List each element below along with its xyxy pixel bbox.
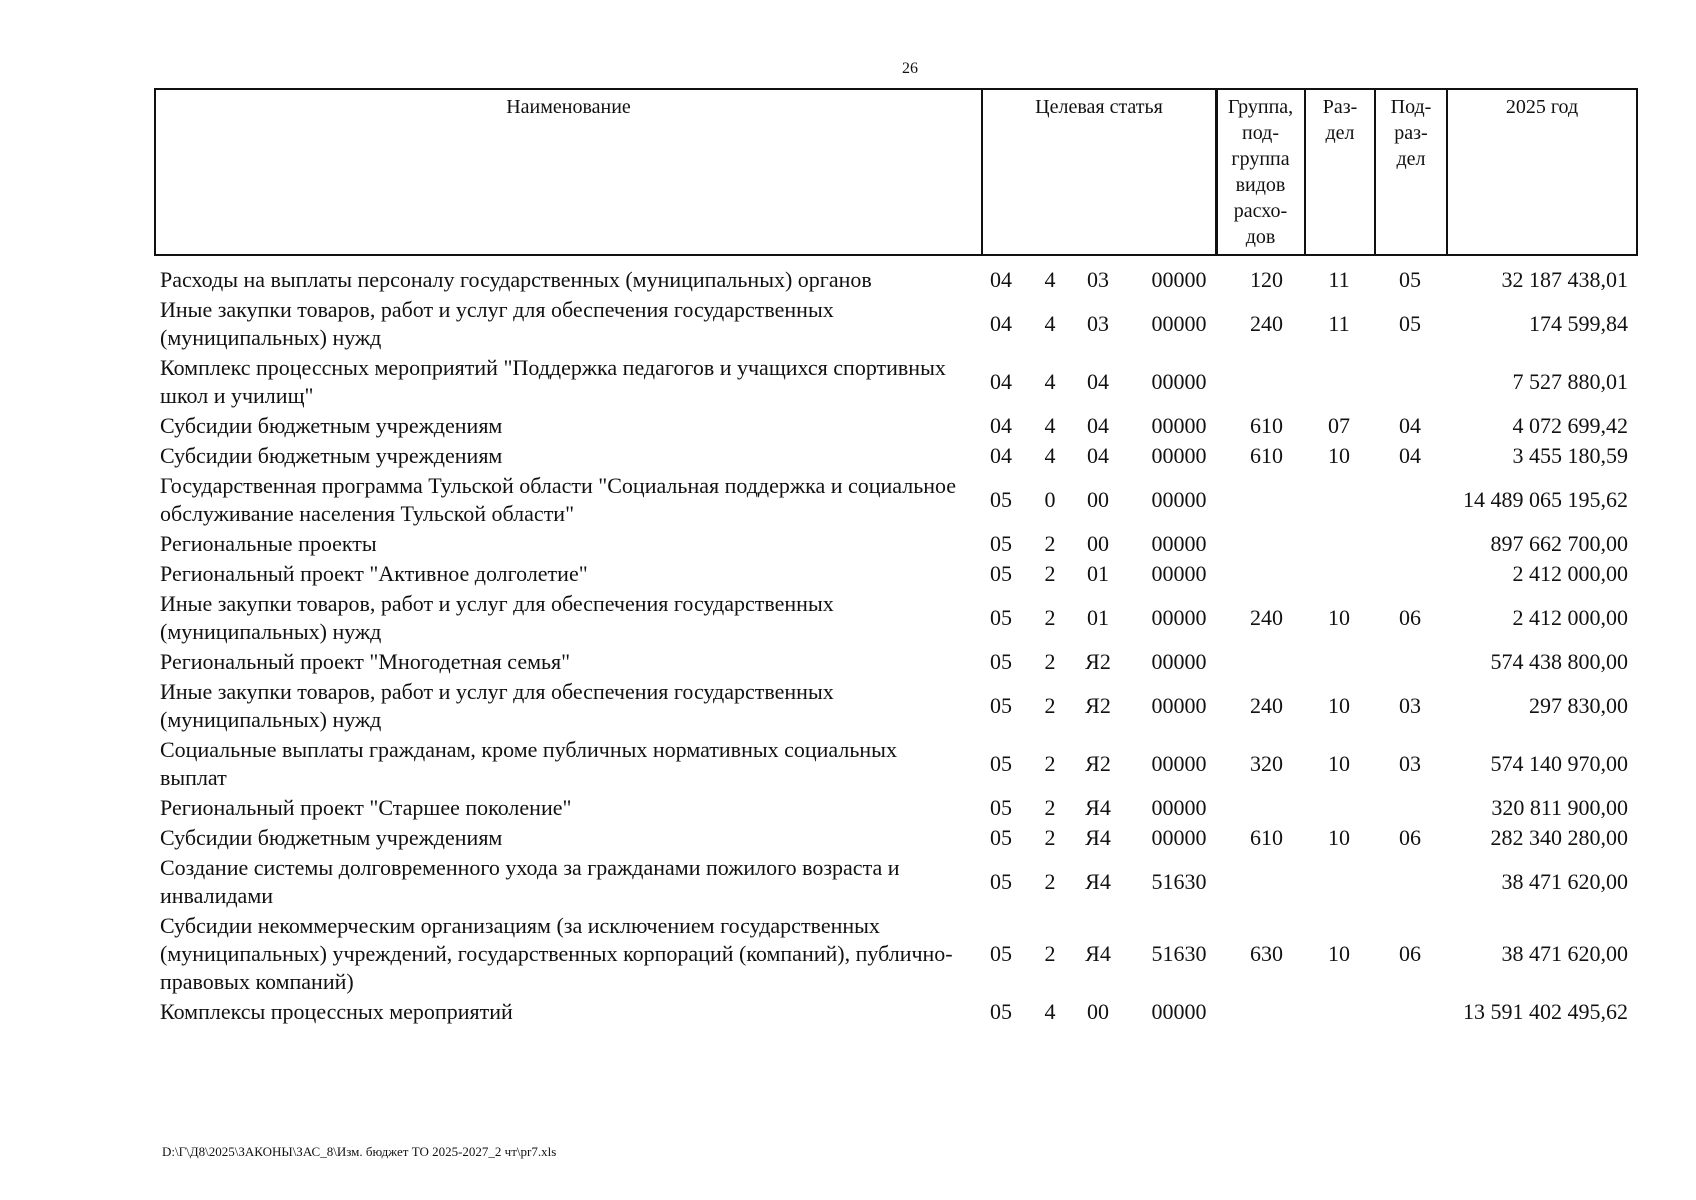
header-group-line: под- <box>1242 122 1279 144</box>
row-subprogram-code: 0 <box>1044 487 1056 512</box>
row-amount: 574 140 970,00 <box>1490 751 1628 776</box>
row-expense-group: 320 <box>1250 751 1283 776</box>
row-program-code: 04 <box>990 443 1012 468</box>
table-row <box>154 472 1638 528</box>
row-razdel: 11 <box>1328 267 1350 292</box>
header-double-rule <box>1217 90 1218 254</box>
row-direction-code: 00000 <box>1151 561 1207 586</box>
row-razdel: 10 <box>1328 605 1350 630</box>
table-row <box>154 266 1638 294</box>
row-expense-group: 610 <box>1250 825 1283 850</box>
row-direction-code: 00000 <box>1151 487 1207 512</box>
row-event-code: Я2 <box>1085 751 1111 776</box>
row-event-code: 03 <box>1087 311 1109 336</box>
table-row <box>154 530 1638 558</box>
row-subprogram-code: 2 <box>1044 825 1056 850</box>
row-subprogram-code: 2 <box>1044 605 1056 630</box>
header-group-line: дов <box>1245 226 1276 248</box>
row-subprogram-code: 2 <box>1044 941 1056 966</box>
row-name: Государственная программа Тульской области "Социальная поддержка и социальное обслуживание населения Тульской области" <box>160 473 957 526</box>
table-row <box>154 296 1638 352</box>
row-subprogram-code: 2 <box>1044 693 1056 718</box>
row-amount: 3 455 180,59 <box>1512 443 1628 468</box>
row-program-code: 05 <box>990 487 1012 512</box>
header-podrazdel-line: дел <box>1396 148 1426 170</box>
table-row <box>154 912 1638 996</box>
row-direction-code: 00000 <box>1151 795 1207 820</box>
row-amount: 38 471 620,00 <box>1501 941 1628 966</box>
table-body <box>154 266 1638 1028</box>
row-program-code: 04 <box>990 413 1012 438</box>
row-event-code: 04 <box>1087 369 1109 394</box>
row-direction-code: 51630 <box>1151 941 1207 966</box>
row-direction-code: 00000 <box>1151 369 1207 394</box>
table-row <box>154 354 1638 410</box>
row-program-code: 05 <box>990 649 1012 674</box>
row-direction-code: 00000 <box>1151 531 1207 556</box>
row-event-code: Я4 <box>1085 941 1111 966</box>
row-event-code: Я2 <box>1085 693 1111 718</box>
row-amount: 38 471 620,00 <box>1501 869 1628 894</box>
header-group-line: Группа, <box>1227 96 1294 118</box>
row-razdel: 11 <box>1328 311 1350 336</box>
row-razdel: 10 <box>1328 751 1350 776</box>
row-event-code: 01 <box>1087 561 1109 586</box>
row-event-code: 00 <box>1087 999 1109 1024</box>
row-subprogram-code: 4 <box>1044 413 1056 438</box>
row-name: Региональный проект "Активное долголетие" <box>160 561 588 586</box>
header-razdel-line: дел <box>1325 122 1355 144</box>
header-group-line: видов <box>1235 174 1286 196</box>
row-event-code: 03 <box>1087 267 1109 292</box>
table-row <box>154 854 1638 910</box>
row-direction-code: 51630 <box>1151 869 1207 894</box>
row-subprogram-code: 2 <box>1044 869 1056 894</box>
row-direction-code: 00000 <box>1151 605 1207 630</box>
table-row <box>154 678 1638 734</box>
row-podrazdel: 03 <box>1399 751 1421 776</box>
row-program-code: 04 <box>990 311 1012 336</box>
table-row <box>154 412 1638 440</box>
row-amount: 32 187 438,01 <box>1501 267 1628 292</box>
row-expense-group: 240 <box>1250 693 1283 718</box>
row-subprogram-code: 4 <box>1044 311 1056 336</box>
row-name: Субсидии некоммерческим организациям (за исключением государственных (муниципальных) учреждений, государственных корпораций (компаний), публично-правовых компаний) <box>160 913 953 994</box>
header-year: 2025 год <box>1446 90 1636 254</box>
row-amount: 320 811 900,00 <box>1491 795 1628 820</box>
row-razdel: 10 <box>1328 941 1350 966</box>
row-podrazdel: 06 <box>1399 825 1421 850</box>
row-program-code: 05 <box>990 561 1012 586</box>
row-name: Иные закупки товаров, работ и услуг для обеспечения государственных (муниципальных) нужд <box>160 679 834 732</box>
row-name: Расходы на выплаты персоналу государственных (муниципальных) органов <box>160 267 872 292</box>
header-group-line: расхо- <box>1233 200 1288 222</box>
row-podrazdel: 05 <box>1399 267 1421 292</box>
header-podrazdel <box>1374 90 1446 254</box>
row-program-code: 05 <box>990 693 1012 718</box>
row-name: Субсидии бюджетным учреждениям <box>160 413 503 438</box>
row-expense-group: 120 <box>1250 267 1283 292</box>
row-direction-code: 00000 <box>1151 443 1207 468</box>
table-row <box>154 648 1638 676</box>
row-program-code: 05 <box>990 795 1012 820</box>
row-amount: 7 527 880,01 <box>1512 369 1628 394</box>
row-amount: 282 340 280,00 <box>1490 825 1628 850</box>
row-podrazdel: 06 <box>1399 605 1421 630</box>
row-event-code: Я4 <box>1085 869 1111 894</box>
row-event-code: 04 <box>1087 413 1109 438</box>
row-direction-code: 00000 <box>1151 825 1207 850</box>
row-event-code: 00 <box>1087 531 1109 556</box>
header-razdel-line: Раз- <box>1322 96 1358 118</box>
header-group-line: группа <box>1231 148 1290 170</box>
table-row <box>154 590 1638 646</box>
row-amount: 297 830,00 <box>1529 693 1628 718</box>
row-podrazdel: 05 <box>1399 311 1421 336</box>
row-podrazdel: 03 <box>1399 693 1421 718</box>
header-podrazdel-line: Под- <box>1390 96 1432 118</box>
row-direction-code: 00000 <box>1151 413 1207 438</box>
row-expense-group: 630 <box>1250 941 1283 966</box>
row-expense-group: 240 <box>1250 311 1283 336</box>
row-event-code: Я4 <box>1085 795 1111 820</box>
header-podrazdel-line: раз- <box>1394 122 1428 144</box>
row-program-code: 04 <box>990 267 1012 292</box>
row-direction-code: 00000 <box>1151 267 1207 292</box>
row-subprogram-code: 2 <box>1044 795 1056 820</box>
table-row <box>154 442 1638 470</box>
header-target-article: Целевая статья <box>981 90 1215 254</box>
row-expense-group: 610 <box>1250 443 1283 468</box>
row-expense-group: 240 <box>1250 605 1283 630</box>
footer-file-path: D:\Г\Д8\2025\ЗАКОНЫ\ЗАС_8\Изм. бюджет ТО 2025-2027_2 чт\pr7.xls <box>162 1144 557 1159</box>
row-amount: 174 599,84 <box>1529 311 1628 336</box>
row-name: Региональный проект "Многодетная семья" <box>160 649 571 674</box>
row-event-code: 00 <box>1087 487 1109 512</box>
row-podrazdel: 04 <box>1399 443 1421 468</box>
row-subprogram-code: 4 <box>1044 267 1056 292</box>
row-razdel: 10 <box>1328 825 1350 850</box>
row-direction-code: 00000 <box>1151 649 1207 674</box>
header-name: Наименование <box>506 96 631 118</box>
row-name: Субсидии бюджетным учреждениям <box>160 825 503 850</box>
table-row <box>154 794 1638 822</box>
header-expense-group <box>1215 90 1304 254</box>
row-subprogram-code: 2 <box>1044 531 1056 556</box>
row-event-code: 04 <box>1087 443 1109 468</box>
row-amount: 897 662 700,00 <box>1490 531 1628 556</box>
row-name: Иные закупки товаров, работ и услуг для обеспечения государственных (муниципальных) нужд <box>160 591 834 644</box>
row-razdel: 10 <box>1328 443 1350 468</box>
row-expense-group: 610 <box>1250 413 1283 438</box>
row-name: Региональный проект "Старшее поколение" <box>160 795 572 820</box>
row-subprogram-code: 2 <box>1044 561 1056 586</box>
row-amount: 2 412 000,00 <box>1512 605 1628 630</box>
row-razdel: 07 <box>1328 413 1350 438</box>
page-number: 26 <box>902 60 918 77</box>
row-event-code: 01 <box>1087 605 1109 630</box>
row-program-code: 04 <box>990 369 1012 394</box>
row-name: Социальные выплаты гражданам, кроме публичных нормативных социальных выплат <box>160 737 897 790</box>
row-program-code: 05 <box>990 999 1012 1024</box>
row-amount: 574 438 800,00 <box>1490 649 1628 674</box>
row-direction-code: 00000 <box>1151 999 1207 1024</box>
row-program-code: 05 <box>990 531 1012 556</box>
row-name: Комплекс процессных мероприятий "Поддержка педагогов и учащихся спортивных школ и училищ" <box>160 355 946 408</box>
row-amount: 14 489 065 195,62 <box>1463 487 1628 512</box>
row-name: Региональные проекты <box>160 531 377 556</box>
row-name: Субсидии бюджетным учреждениям <box>160 443 503 468</box>
table-row <box>154 998 1638 1026</box>
header-razdel <box>1304 90 1374 254</box>
row-subprogram-code: 4 <box>1044 369 1056 394</box>
table-row <box>154 736 1638 792</box>
row-subprogram-code: 4 <box>1044 443 1056 468</box>
row-subprogram-code: 2 <box>1044 751 1056 776</box>
table-header <box>154 88 1638 256</box>
row-program-code: 05 <box>990 825 1012 850</box>
row-amount: 13 591 402 495,62 <box>1463 999 1628 1024</box>
row-subprogram-code: 4 <box>1044 999 1056 1024</box>
row-subprogram-code: 2 <box>1044 649 1056 674</box>
row-event-code: Я2 <box>1085 649 1111 674</box>
row-podrazdel: 06 <box>1399 941 1421 966</box>
row-program-code: 05 <box>990 605 1012 630</box>
row-name: Иные закупки товаров, работ и услуг для обеспечения государственных (муниципальных) нужд <box>160 297 834 350</box>
row-name: Комплексы процессных мероприятий <box>160 999 513 1024</box>
table-row <box>154 824 1638 852</box>
row-razdel: 10 <box>1328 693 1350 718</box>
row-direction-code: 00000 <box>1151 751 1207 776</box>
row-program-code: 05 <box>990 751 1012 776</box>
row-amount: 4 072 699,42 <box>1512 413 1628 438</box>
row-amount: 2 412 000,00 <box>1512 561 1628 586</box>
row-direction-code: 00000 <box>1151 693 1207 718</box>
row-direction-code: 00000 <box>1151 311 1207 336</box>
row-program-code: 05 <box>990 941 1012 966</box>
table-row <box>154 560 1638 588</box>
row-program-code: 05 <box>990 869 1012 894</box>
row-name: Создание системы долговременного ухода за гражданами пожилого возраста и инвалидами <box>160 855 900 908</box>
row-event-code: Я4 <box>1085 825 1111 850</box>
row-podrazdel: 04 <box>1399 413 1421 438</box>
